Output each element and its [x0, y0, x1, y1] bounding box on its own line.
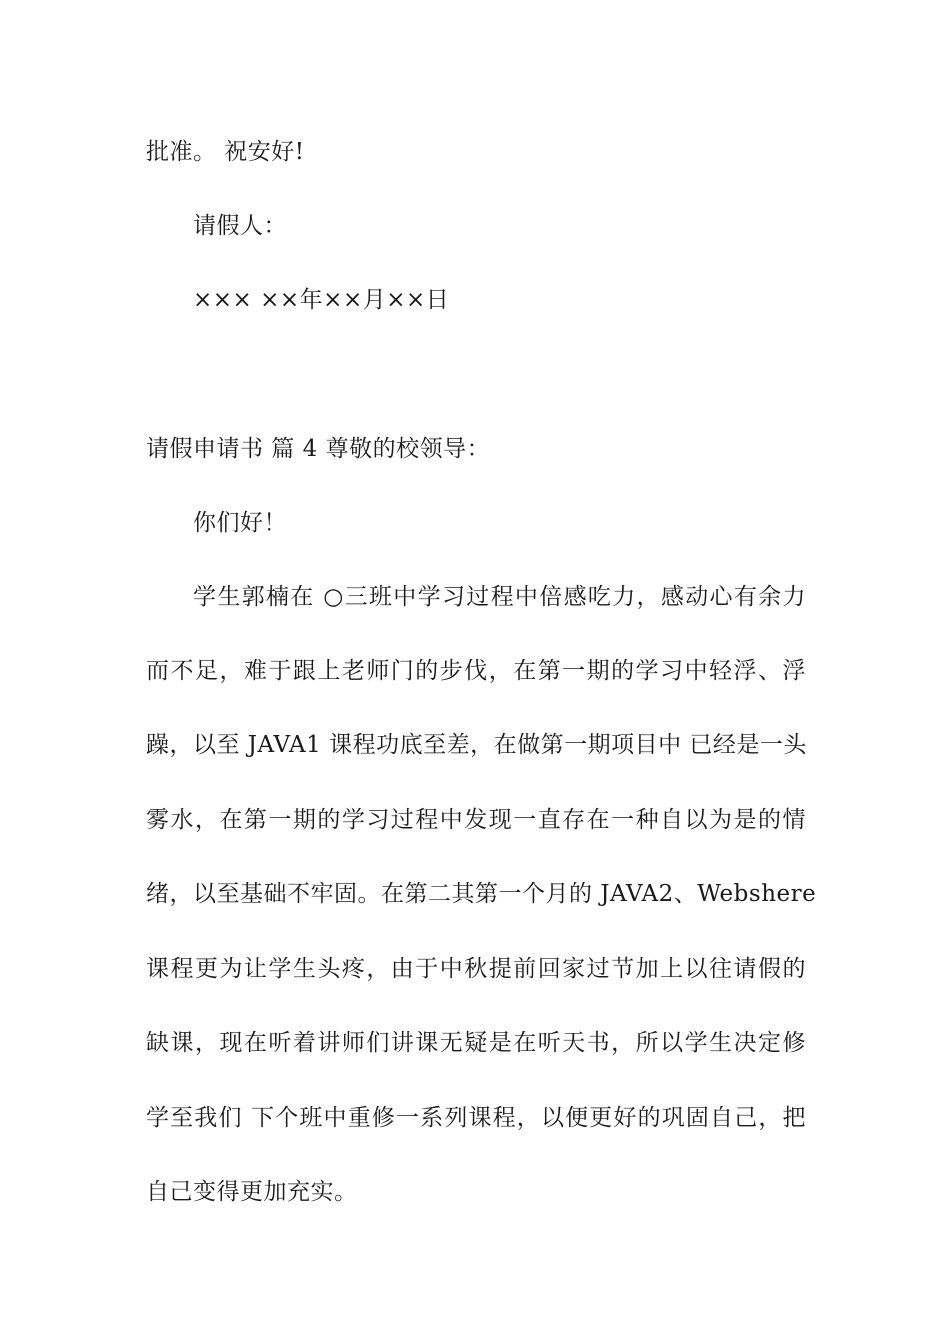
- body-paragraph-line: 躁，以至 JAVA1 课程功底至差，在做第一期项目中 已经是一头: [146, 732, 807, 758]
- body-paragraph-line: 学至我们 下个班中重修一系列课程，以便更好的巩固自己，把: [146, 1105, 806, 1131]
- body-paragraph-line: 雾水，在第一期的学习过程中发现一直存在一种自以为是的情: [146, 807, 806, 833]
- section-heading: 请假申请书 篇 4 尊敬的校领导：: [146, 436, 491, 462]
- requester-label: 请假人：: [193, 213, 287, 239]
- body-paragraph-line: 学生郭楠在 ○三班中学习过程中倍感吃力，感动心有余力: [193, 584, 806, 610]
- body-paragraph-line: 而不足，难于跟上老师门的步伐，在第一期的学习中轻浮、浮: [146, 658, 806, 684]
- body-paragraph-line: 课程更为让学生头疼，由于中秋提前回家过节加上以往请假的: [146, 956, 806, 982]
- greeting-line: 你们好！: [193, 510, 287, 536]
- body-paragraph-line: 绪，以至基础不牢固。在第二其第一个月的 JAVA2、Webshere: [146, 881, 817, 907]
- approval-line: 批准。 祝安好!: [146, 139, 305, 165]
- body-paragraph-line: 缺课，现在听着讲师们讲课无疑是在听天书，所以学生决定修: [146, 1030, 806, 1056]
- body-paragraph-line: 自己变得更加充实。: [146, 1179, 358, 1205]
- signature-date-line: ××× ××年××月××日: [193, 287, 450, 313]
